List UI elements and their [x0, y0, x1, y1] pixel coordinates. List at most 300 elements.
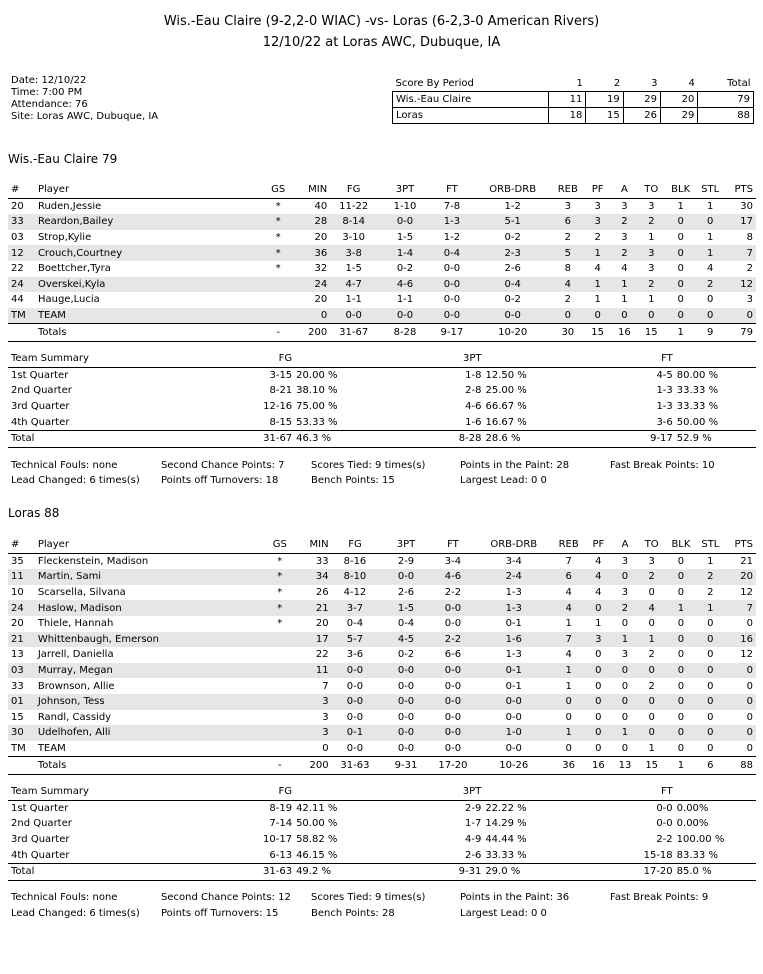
- lead-changed: Lead Changed: 6 times(s): [11, 475, 140, 486]
- stat-cell: 21: [8, 632, 38, 648]
- stat-cell: 0: [638, 725, 665, 741]
- summary-cell: 66.67 %: [485, 401, 527, 413]
- stat-cell: 2: [697, 277, 724, 293]
- stat-cell: 0: [746, 711, 753, 723]
- stat-cell: 2: [746, 263, 753, 275]
- summary-cell: 2-8: [465, 385, 482, 397]
- spacer-cell: [485, 784, 613, 800]
- stat-cell: 11: [8, 569, 38, 585]
- stat-cell: TEAM: [38, 308, 264, 324]
- stat-cell: 2: [564, 294, 571, 306]
- player-row: [8, 600, 756, 616]
- stat-cell: 0: [612, 663, 639, 679]
- stat-cell: 0: [322, 743, 329, 755]
- stat-cell: 0: [585, 663, 612, 679]
- stat-cell: 0: [677, 294, 684, 306]
- box-score-table: [8, 537, 756, 775]
- stat-cell: 0-0: [443, 294, 461, 306]
- column-header: PF: [584, 182, 611, 198]
- stat-cell: TM: [11, 743, 26, 755]
- summary-cell: 1st Quarter: [11, 802, 69, 814]
- stat-cell: 5-7: [329, 632, 382, 648]
- column-header: MIN: [293, 182, 328, 198]
- stat-cell: 1: [648, 294, 655, 306]
- stat-cell: Whittenbaugh, Emerson: [38, 632, 266, 648]
- column-header: GS: [264, 182, 293, 198]
- summary-cell: 49.2 %: [296, 863, 434, 880]
- column-header: Player: [38, 537, 266, 553]
- column-header: FG: [327, 182, 380, 198]
- score-cell: 18: [549, 108, 586, 124]
- player-row: [8, 632, 756, 648]
- stat-cell: 3: [648, 200, 655, 212]
- stat-cell: 1: [648, 743, 655, 755]
- stat-cell: 3: [584, 214, 611, 230]
- stat-cell: *: [275, 232, 281, 244]
- stat-cell: 0: [585, 694, 612, 710]
- stat-cell: 8: [564, 263, 571, 275]
- stat-cell: 0: [665, 277, 697, 293]
- stat-cell: 2-2: [431, 632, 476, 648]
- stat-cell: 0-0: [346, 711, 364, 723]
- column-header: GS: [266, 537, 295, 553]
- stat-cell: 1: [665, 600, 697, 616]
- player-row: [8, 308, 756, 324]
- stat-cell: 0: [611, 308, 638, 324]
- summary-total-row: [8, 430, 756, 447]
- summary-cell: 3rd Quarter: [11, 834, 70, 846]
- stat-cell: 0: [648, 618, 655, 630]
- stat-cell: 0-0: [431, 725, 476, 741]
- stat-cell: 0-2: [396, 263, 414, 275]
- stat-cell: 0-0: [444, 618, 462, 630]
- stat-cell: 3: [621, 200, 628, 212]
- summary-cell: 50.00 %: [676, 416, 719, 428]
- stat-cell: 2-2: [444, 587, 462, 599]
- column-header: FG: [329, 537, 382, 553]
- stat-cell: 0: [724, 694, 756, 710]
- stat-cell: 1: [612, 725, 639, 741]
- totals-cell: 17-20: [431, 757, 476, 775]
- stat-cell: 2-6: [397, 587, 415, 599]
- player-row: [8, 663, 756, 679]
- totals-cell: [8, 757, 38, 775]
- stat-cell: 0: [585, 725, 612, 741]
- stat-cell: 8-14: [327, 214, 380, 230]
- game-attendance: Attendance: 76: [11, 99, 88, 110]
- totals-cell: 79: [724, 324, 756, 342]
- quarter-row: [8, 800, 756, 816]
- stat-cell: 20: [11, 618, 24, 630]
- totals-cell: 16: [611, 324, 638, 342]
- summary-cell: Total: [8, 863, 101, 880]
- stat-cell: 0-0: [381, 569, 430, 585]
- summary-cell: 46.3 %: [296, 430, 434, 447]
- stat-cell: Thiele, Hannah: [37, 618, 114, 630]
- stat-cell: 0-1: [329, 725, 382, 741]
- summary-cell: 33.33 %: [676, 401, 719, 413]
- stat-cell: 0: [707, 680, 714, 692]
- column-header: 3PT: [434, 784, 485, 800]
- stat-cell: 3-7: [329, 600, 382, 616]
- stat-cell: 0: [707, 711, 714, 723]
- stat-cell: 4-5: [381, 632, 430, 648]
- second-chance-points: Second Chance Points: 7: [161, 460, 285, 471]
- points-off-turnovers: Points off Turnovers: 15: [161, 908, 279, 919]
- scores-tied: Scores Tied: 9 times(s): [311, 460, 426, 471]
- box-score-table: [8, 182, 756, 342]
- stat-cell: 0-0: [505, 743, 522, 755]
- summary-cell: 100.00 %: [676, 834, 725, 846]
- stat-cell: 3: [594, 200, 601, 212]
- stat-cell: 1: [612, 632, 639, 648]
- player-row: [8, 585, 756, 601]
- stat-cell: *: [277, 555, 283, 567]
- team-heading: Wis.-Eau Claire 79: [8, 152, 118, 166]
- team-summary-header: [8, 784, 756, 800]
- summary-cell: 42.11 %: [296, 802, 338, 814]
- stat-cell: 3: [564, 200, 571, 212]
- quarter-row: [8, 816, 756, 832]
- stat-cell: 4: [551, 277, 584, 293]
- summary-cell: 6-13: [269, 849, 293, 861]
- column-header: FG: [101, 351, 296, 367]
- header-cell: Total: [698, 76, 754, 92]
- stat-cell: 1: [707, 232, 714, 244]
- totals-cell: 15: [638, 324, 665, 342]
- stat-cell: 0: [552, 694, 585, 710]
- stat-cell: 0: [697, 632, 724, 648]
- stat-cell: Scarsella, Silvana: [37, 587, 126, 599]
- quarter-row: [8, 832, 756, 848]
- stat-cell: 1-1: [345, 294, 362, 306]
- stat-cell: Jarrell, Daniella: [37, 649, 114, 661]
- bench-points: Bench Points: 15: [311, 475, 395, 486]
- stat-cell: 10: [11, 587, 24, 599]
- column-header: Team Summary: [8, 351, 101, 367]
- summary-cell: 58.82 %: [296, 834, 338, 846]
- stat-cell: 30: [740, 200, 753, 212]
- score-cell: 15: [586, 108, 623, 124]
- stat-cell: 20: [314, 232, 328, 244]
- stat-cell: Murray, Megan: [38, 663, 266, 679]
- stat-cell: *: [275, 200, 281, 212]
- column-header: FT: [430, 182, 474, 198]
- stat-cell: 01: [8, 694, 38, 710]
- stat-cell: 0: [677, 555, 685, 567]
- quarter-row: [8, 367, 756, 383]
- stat-cell: 2: [594, 232, 601, 244]
- player-row: [8, 245, 756, 261]
- stat-cell: 0-0: [431, 694, 476, 710]
- summary-cell: 8-21: [269, 385, 293, 397]
- quarter-row: [8, 383, 756, 399]
- stat-cell: 6-6: [444, 649, 462, 661]
- stat-cell: 4: [707, 263, 714, 275]
- stat-cell: 1-2: [443, 232, 461, 244]
- stat-cell: 3: [621, 587, 629, 599]
- stat-cell: [264, 277, 293, 293]
- score-by-period-header: [393, 76, 754, 92]
- stat-cell: 22: [315, 649, 329, 661]
- stat-cell: 0-0: [346, 743, 364, 755]
- stat-cell: 4: [638, 600, 665, 616]
- stat-cell: [266, 678, 295, 694]
- summary-cell: 33.33 %: [676, 385, 719, 397]
- lead-changed: Lead Changed: 6 times(s): [11, 908, 140, 919]
- stat-cell: 2: [638, 569, 665, 585]
- stat-cell: 0: [665, 569, 697, 585]
- stat-cell: Crouch,Courtney: [38, 245, 264, 261]
- summary-cell: 46.15 %: [296, 849, 338, 861]
- totals-cell: 13: [612, 757, 639, 775]
- stat-cell: 0: [677, 711, 685, 723]
- game-subtitle: 12/10/22 at Loras AWC, Dubuque, IA: [262, 35, 501, 50]
- stat-cell: 0: [665, 725, 697, 741]
- stat-cell: 0: [595, 680, 602, 692]
- player-row: [8, 277, 756, 293]
- stat-cell: 0: [746, 743, 753, 755]
- stat-cell: 0: [638, 308, 665, 324]
- stat-cell: 1-1: [396, 294, 414, 306]
- totals-cell: 15: [638, 757, 665, 775]
- stat-cell: 11-22: [339, 200, 369, 212]
- totals-row: [8, 324, 756, 342]
- stat-cell: 1-6: [475, 632, 552, 648]
- stat-cell: 0: [697, 694, 724, 710]
- stat-cell: 0: [595, 743, 602, 755]
- stat-cell: *: [266, 600, 295, 616]
- player-row: [8, 616, 756, 632]
- second-chance-points: Second Chance Points: 12: [161, 892, 291, 903]
- stat-cell: 5-1: [474, 214, 551, 230]
- summary-cell: 8-19: [269, 802, 293, 814]
- stat-cell: 0: [677, 680, 685, 692]
- player-row: [8, 261, 756, 277]
- largest-lead: Largest Lead: 0 0: [460, 908, 547, 919]
- player-row: [8, 214, 756, 230]
- stat-cell: 0-0: [346, 680, 364, 692]
- totals-cell: 200: [294, 757, 329, 775]
- stat-cell: 0-0: [381, 663, 430, 679]
- stat-cell: 1: [707, 200, 714, 212]
- stat-cell: 1: [648, 232, 655, 244]
- summary-cell: 50.00 %: [296, 818, 338, 830]
- stat-cell: 0: [697, 663, 724, 679]
- stat-cell: 20: [724, 569, 756, 585]
- stat-cell: 1: [595, 618, 602, 630]
- summary-cell: 16.67 %: [485, 416, 527, 428]
- score-cell: Loras: [393, 108, 549, 124]
- score-cell: 88: [698, 108, 754, 124]
- stat-cell: 4: [565, 649, 572, 661]
- stat-cell: [266, 710, 295, 726]
- stat-cell: 7: [565, 555, 572, 567]
- stat-cell: 2: [638, 214, 665, 230]
- score-cell: 20: [661, 92, 698, 108]
- column-header: REB: [551, 182, 584, 198]
- player-row: [8, 292, 756, 308]
- stat-cell: 1-5: [396, 232, 414, 244]
- summary-cell: 17-20: [613, 863, 676, 880]
- summary-cell: 28.6 %: [486, 430, 614, 447]
- stat-cell: 0-0: [380, 308, 430, 324]
- summary-cell: 1-8: [465, 369, 482, 381]
- stat-cell: 1-5: [381, 600, 430, 616]
- score-by-period-table: [392, 76, 754, 124]
- player-row: [8, 725, 756, 741]
- stat-cell: 3-10: [342, 232, 366, 244]
- stat-cell: 0-0: [444, 711, 462, 723]
- stat-cell: [266, 663, 295, 679]
- stat-cell: 1: [697, 600, 724, 616]
- totals-cell: 1: [665, 757, 697, 775]
- column-header: ORB-DRB: [475, 537, 552, 553]
- quarter-row: [8, 399, 756, 415]
- score-cell: 29: [661, 108, 698, 124]
- stat-cell: 2-9: [397, 555, 415, 567]
- totals-row: [8, 757, 756, 775]
- column-header: BLK: [665, 537, 697, 553]
- stat-cell: 0-0: [397, 743, 415, 755]
- totals-cell: 15: [584, 324, 611, 342]
- totals-cell: -: [266, 757, 295, 775]
- stat-cell: 24: [8, 600, 38, 616]
- stat-cell: 4: [621, 263, 628, 275]
- stat-cell: 0: [584, 308, 611, 324]
- stat-cell: 34: [294, 569, 329, 585]
- stat-cell: 0: [648, 711, 655, 723]
- player-row: [8, 678, 756, 694]
- stat-cell: 1: [594, 294, 601, 306]
- stat-cell: 0: [677, 649, 685, 661]
- stat-cell: 0: [746, 680, 753, 692]
- stat-cell: 3: [621, 649, 629, 661]
- stat-cell: 1: [552, 725, 585, 741]
- column-header: FT: [613, 784, 676, 800]
- spacer-cell: [677, 351, 756, 367]
- stat-cell: 0-2: [504, 294, 521, 306]
- stat-cell: 36: [293, 245, 328, 261]
- spacer-cell: [486, 351, 614, 367]
- stat-cell: 7: [724, 600, 756, 616]
- stat-cell: 0-0: [329, 663, 382, 679]
- stat-cell: 0: [665, 214, 697, 230]
- stat-cell: Boettcher,Tyra: [37, 263, 111, 275]
- stat-cell: 0: [697, 308, 724, 324]
- stat-cell: Johnson, Tess: [38, 694, 266, 710]
- stat-cell: 0-0: [443, 263, 461, 275]
- header-cell: 1: [549, 76, 586, 92]
- summary-cell: 14.29 %: [485, 818, 527, 830]
- summary-cell: 1-6: [465, 416, 482, 428]
- stat-cell: *: [277, 618, 283, 630]
- score-cell: 19: [586, 92, 623, 108]
- stat-cell: 20: [11, 200, 24, 212]
- stat-cell: 1-0: [475, 725, 552, 741]
- stat-cell: 1: [552, 663, 585, 679]
- stat-cell: 12: [740, 587, 753, 599]
- stat-cell: Martin, Sami: [38, 569, 266, 585]
- stat-cell: *: [277, 587, 283, 599]
- summary-cell: 1-7: [464, 818, 482, 830]
- game-time: Time: 7:00 PM: [11, 87, 83, 98]
- stat-cell: 0: [595, 711, 602, 723]
- stat-cell: 11: [294, 663, 329, 679]
- stat-cell: [266, 694, 295, 710]
- totals-cell: Totals: [38, 324, 264, 342]
- stat-cell: 0-0: [397, 680, 415, 692]
- stat-cell: 4-6: [431, 569, 476, 585]
- stat-cell: 0: [697, 725, 724, 741]
- stat-cell: 3: [638, 245, 665, 261]
- summary-cell: 38.10 %: [296, 385, 338, 397]
- stat-cell: 2: [612, 600, 639, 616]
- stat-cell: 0: [697, 214, 724, 230]
- stat-cell: 1-3: [475, 600, 552, 616]
- stat-cell: 0-2: [397, 649, 415, 661]
- totals-cell: [8, 324, 38, 342]
- stat-cell: 2: [564, 232, 571, 244]
- header-cell: 4: [661, 76, 698, 92]
- stat-cell: 0: [638, 663, 665, 679]
- column-header: 3PT: [381, 537, 430, 553]
- stat-cell: 33: [315, 555, 329, 567]
- stat-cell: TEAM: [37, 743, 66, 755]
- stat-cell: 0-0: [431, 663, 476, 679]
- team-heading: Loras 88: [8, 506, 60, 520]
- stat-cell: 0: [665, 694, 697, 710]
- stat-cell: 0-0: [474, 308, 551, 324]
- stat-cell: 4: [552, 600, 585, 616]
- column-header: Team Summary: [8, 784, 101, 800]
- summary-cell: 2nd Quarter: [11, 818, 72, 830]
- stat-cell: TM: [8, 308, 38, 324]
- summary-cell: 8-15: [269, 416, 293, 428]
- stat-cell: 0-1: [505, 680, 522, 692]
- stat-cell: 1-5: [345, 263, 362, 275]
- stat-cell: 33: [11, 680, 24, 692]
- stat-cell: 2: [707, 587, 714, 599]
- totals-cell: 36: [552, 757, 585, 775]
- stat-cell: [264, 292, 293, 308]
- stat-cell: 17: [724, 214, 756, 230]
- stat-cell: 22: [11, 263, 24, 275]
- stat-cell: 0: [565, 711, 572, 723]
- team-summary-table: [8, 351, 756, 448]
- score-cell: 29: [623, 92, 660, 108]
- stat-cell: 8-10: [329, 569, 382, 585]
- stat-cell: 1: [565, 680, 572, 692]
- column-header: #: [8, 537, 38, 553]
- stat-cell: 8-16: [343, 555, 367, 567]
- stat-cell: 0: [648, 587, 655, 599]
- stat-cell: 2: [611, 214, 638, 230]
- summary-cell: 0-0: [656, 802, 673, 814]
- score-cell: 11: [549, 92, 586, 108]
- stat-cell: 2: [697, 569, 724, 585]
- spacer-cell: [677, 784, 756, 800]
- column-header: #: [8, 182, 38, 198]
- stat-cell: 0: [677, 618, 685, 630]
- spacer-cell: [296, 351, 434, 367]
- stat-cell: 13: [11, 649, 24, 661]
- summary-cell: 1-3: [656, 385, 673, 397]
- stat-cell: 7: [724, 245, 756, 261]
- stat-cell: 0: [677, 232, 684, 244]
- stat-cell: 0-4: [397, 618, 415, 630]
- stat-cell: Randl, Cassidy: [37, 711, 112, 723]
